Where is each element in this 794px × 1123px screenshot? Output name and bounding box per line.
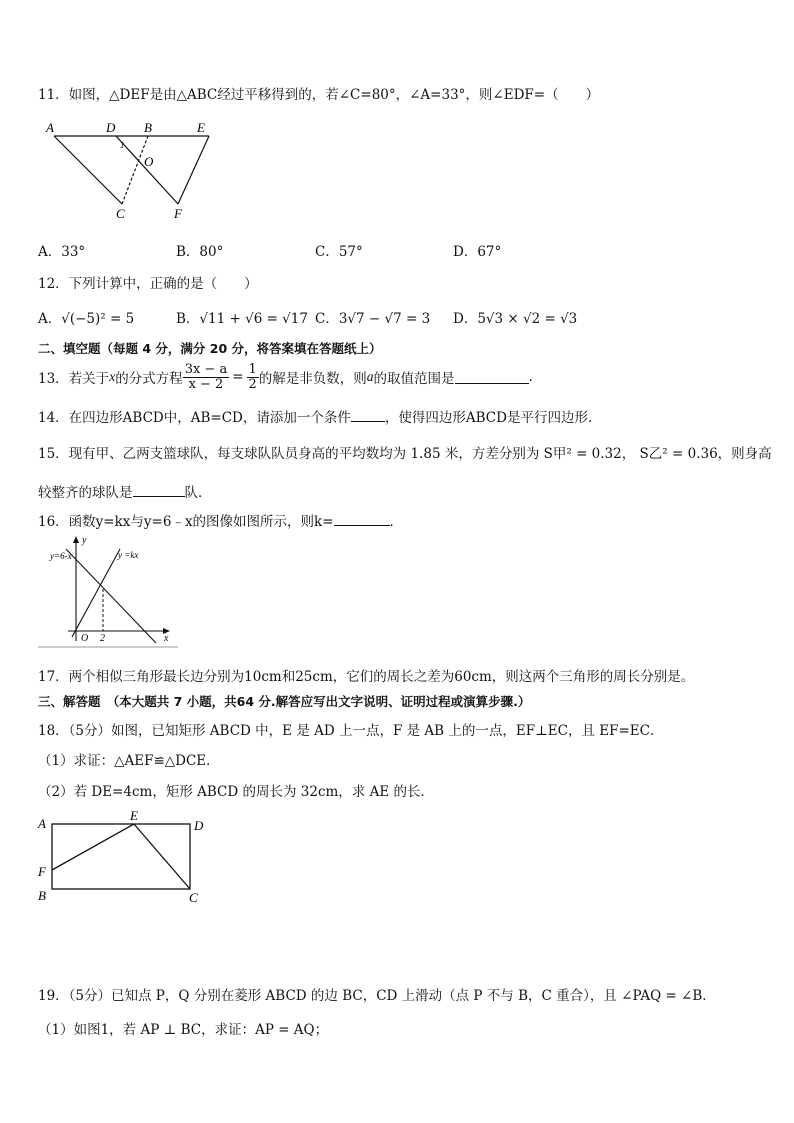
section-3-heading: 三、解答题 （本大题共 7 小题，共64 分.解答应写出文字说明、证明过程或演算步骤.） [38,694,531,709]
fig11-label-1: 1 [120,140,125,150]
fig11-label-D: D [106,120,116,135]
section-2-heading: 二、填空题（每题 4 分，满分 20 分，将答案填在答题纸上） [38,341,382,356]
fig11-label-B: B [144,120,152,135]
q13-post: 的解是非负数，则 [258,371,367,387]
fig18-label-A: A [38,816,46,831]
q15-variance-jia: S甲² = 0.32 [543,446,622,462]
fig18-label-D: D [194,818,204,833]
q13-answer-blank[interactable] [455,371,529,384]
q12-option-a: A．√(−5)² = 5 [38,311,135,327]
q13-end: . [528,369,533,385]
q11-options [38,240,738,258]
q13-equals: = [232,369,244,385]
q16-graph [38,533,178,648]
fig11-label-F: F [174,206,182,221]
fig11-label-E: E [197,120,205,135]
fig11-label-A: A [46,120,54,135]
q13-post2: 的取值范围是 [373,371,455,387]
fig11-label-O: O [144,154,154,169]
q17: 17．两个相似三角形最长边分别为10cm和25cm，它们的周长之差为60cm，则这两个三角形的周长分别是。 [38,669,695,685]
q12-option-c: C．3√7 − √7 = 3 [315,311,431,327]
q18-figure [36,808,208,908]
q12-option-d: D．5√3 × √2 = √3 [453,311,578,327]
q15-answer-blank[interactable] [133,484,185,497]
q11-option-a: A．33° [38,244,86,260]
q16-answer-blank[interactable] [334,513,390,526]
fig18-label-F: F [38,864,46,879]
q12-stem: 12．下列计算中，正确的是（ ） [38,276,258,292]
q19-part-1: （1）如图1，若 AP ⊥ BC，求证：AP = AQ； [38,1022,329,1038]
q18-part-1: （1）求证：△AEF≌△DCE． [38,753,220,769]
q14 [38,406,601,426]
q13 [38,360,533,394]
q15-variance-yi: S乙² = 0.36 [639,446,718,462]
q14-end: ，使得四边形ABCD是平行四边形． [384,410,602,426]
q16-line-label-6-x: y=6-x [50,551,72,561]
q16-end: ． [389,514,404,530]
q13-var-a: a [366,369,374,384]
q15-line1-end: ，则身高 [717,446,772,462]
q16-text: 16．函数y=kx与y=6﹣x的图像如图所示，则k= [38,514,334,530]
q11-option-b: B．80° [176,244,224,260]
q19-stem: 19．（5分）已知点 P，Q 分别在菱形 ABCD 的边 BC，CD 上滑动（点 P 不与 B，C 重合），且 ∠PAQ = ∠B． [38,988,716,1004]
q15-text: 15．现有甲、乙两支篮球队，每支球队队员身高的平均数均为 1.85 米，方差分别为 [38,446,540,462]
fig18-label-C: C [189,890,198,905]
fig18-label-E: E [130,808,138,823]
q15-end: 队． [184,485,212,501]
q15-text-2: 较整齐的球队是 [38,485,133,501]
q11-option-c: C．57° [315,244,363,260]
q13-frac2-den: 2 [248,376,257,392]
q13-mid: 的分式方程 [115,371,183,387]
q13-pre: 13．若关于 [38,371,110,387]
q16-x-axis-label: x [164,633,169,644]
q13-frac1-den: x − 2 [188,376,224,392]
q18-stem: 18．（5分）如图，已知矩形 ABCD 中，E 是 AD 上一点，F 是 AB 上的一点，EF⊥EC，且 EF=EC． [38,723,664,739]
q16-y-axis-label: y [82,535,87,546]
q16-line-label-kx: y =kx [118,550,139,560]
q13-var-x: x [109,369,116,384]
q15-line-2 [38,481,212,501]
q18-part-2: （2）若 DE=4cm，矩形 ABCD 的周长为 32cm，求 AE 的长． [38,784,434,800]
fig18-label-B: B [38,888,46,903]
q15-sep: ， [621,446,636,462]
q13-frac1-num: 3x − a [184,361,228,377]
q16-tick-label-2: 2 [100,633,105,644]
q13-fraction-left [183,363,230,392]
fig11-label-C: C [116,206,125,221]
q16-origin-label: O [81,633,89,644]
q11-option-d: D．67° [453,244,502,260]
q14-answer-blank[interactable] [351,409,385,422]
q16 [38,510,403,530]
q12-option-b: B．√11 + √6 = √17 [176,311,308,327]
q12-options [38,307,738,327]
q13-fraction-right [247,363,259,392]
q11-stem: 11．如图，△DEF是由△ABC经过平移得到的，若∠C=80°，∠A=33°，则∠EDF=（ ） [38,87,600,103]
q14-text: 14．在四边形ABCD中，AB=CD，请添加一个条件 [38,410,351,426]
q13-frac2-num: 1 [248,361,257,377]
q11-figure [44,118,219,228]
q15-line-1 [38,442,772,462]
